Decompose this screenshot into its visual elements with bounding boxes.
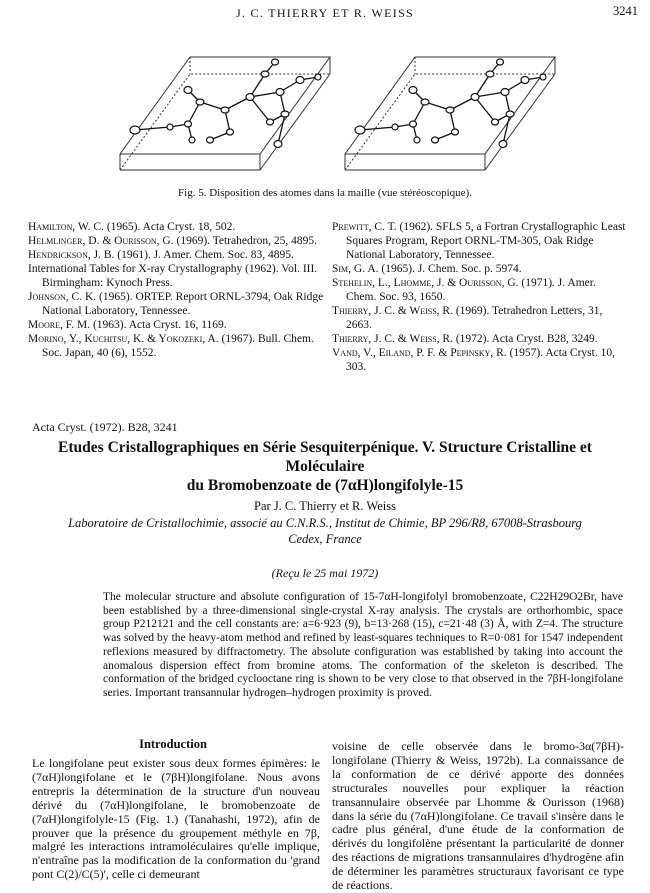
reference-item: Stehelin, L., Lhomme, J. & Ourisson, G. (1971). J. Amer. Chem. Soc. 93, 1650.: [332, 277, 596, 303]
reference-item: Thierry, J. C. & Weiss, R. (1969). Tetrahedron Letters, 31, 2663.: [332, 305, 603, 331]
author-affiliation: [20, 515, 630, 547]
stereo-figure: [100, 22, 570, 182]
reference-item: Thierry, J. C. & Weiss, R. (1972). Acta Cryst. B28, 3249.: [332, 333, 598, 345]
reference-item: International Tables for X-ray Crystallography (1962). Vol. III. Birmingham: Kynoch Press.: [28, 263, 318, 289]
abstract: The molecular structure and absolute configuration of 15-7αH-longifolyl bromobenzoate, C22H29O2Br, have been established by a three-dimensional single-crystal X-ray analysis. The crystals are orthorhombic, space group P212121 and the cell constants are: a=6·923 (9), b=13·268 (15), c=21·48 (3) Å, with Z=4. The structure was solved by the heavy-atom method and refined by least-squares techniques to R=0·081 for 1547 independent reflexions measured by diffractometry. The absolute configuration was established by taking into account the anomalous dispersion effect from bromine atoms. The conformation of the skeleton is described. The conformation of the bridged cyclooctane ring is shown to be very close to that observed in the 7βH-longifolane series. Important transannular hydrogen–hydrogen proximity is proved.: [103, 591, 623, 699]
page-number: 3241: [613, 4, 638, 18]
references-right-column: [332, 220, 628, 374]
article-title-line-1: Etudes Cristallographiques en Série Sesquiterpénique. V. Structure Cristalline et Moléculaire: [58, 439, 592, 475]
reference-item: Sim, G. A. (1965). J. Chem. Soc. p. 5974.: [332, 263, 522, 275]
reference-item: Vand, V., Eiland, P. F. & Pepinsky, R. (1957). Acta Cryst. 10, 303.: [332, 347, 615, 373]
reference-item: Johnson, C. K. (1965). ORTEP. Report ORNL-3794, Oak Ridge National Laboratory, Tennessee.: [28, 291, 324, 317]
figure-caption: Fig. 5. Disposition des atomes dans la maille (vue stéréoscopique).: [178, 187, 472, 199]
reference-item: Hamilton, W. C. (1965). Acta Cryst. 18, 502.: [28, 221, 236, 233]
article-title: [20, 438, 630, 495]
reference-item: Hendrickson, J. B. (1961). J. Amer. Chem. Soc. 83, 4895.: [28, 249, 294, 261]
article-title-line-2: du Bromobenzoate de (7αH)longifolyle-15: [186, 477, 464, 494]
intro-paragraph: Le longifolane peut exister sous deux formes épimères: le (7αH)longifolane et le (7βH)longifolane. Nous avons entrepris la détermination de la structure d'un nouveau dérivé du (7αH)longifolane, le bromobenzoate de (7αH)longifolyle-15 (Fig. 1.) (Tanahashi, 1972), afin de prouver que la présence du groupement méthyle en 7β, malgré les interactions intramoléculaires qu'elle implique, n'entraîne pas la modification de la conformation du 'grand pont C(2)/C(5)', celle ci demeurant: [32, 756, 320, 882]
received-date: (Reçu le 25 mai 1972): [271, 566, 379, 580]
body-text-right-column: [332, 740, 624, 893]
section-heading-introduction: Introduction: [139, 737, 207, 751]
intro-paragraph-continued: voisine de celle observée dans le bromo-3α(7βH)-longifolane (Thierry & Weiss, 1972b). La connaissance de la conformation de ce dérivé apporte des données structurales nouvelles pour expliquer la réaction transannulaire observée par Lhomme & Ourisson (1968) dans la série du (7αH)longifolane. Ce travail s'insère dans le cadre plus général, d'une étude de la conformation de dérivés du longifolène présentant la particularité de donner des réactions de migrations transannulaires d'hydrogène afin de déterminer les paramètres structuraux favorisant ce type de réactions.: [332, 739, 624, 893]
references-left-column: [28, 220, 324, 360]
stereo-view-right: [345, 57, 555, 170]
body-text-left-column: [32, 757, 320, 882]
article-byline: Par J. C. Thierry et R. Weiss: [254, 499, 396, 513]
reference-item: Prewitt, C. T. (1962). SFLS 5, a Fortran Crystallographic Least Squares Program, Report ORNL-TM-305, Oak Ridge National Laboratory, Tennessee.: [332, 221, 626, 261]
affiliation-line-1: Laboratoire de Cristallochimie, associé au C.N.R.S., Institut de Chimie, BP 296/R8, 67008-Strasbourg: [68, 516, 582, 530]
stereo-view-left: [120, 57, 330, 170]
running-header-authors: J. C. THIERRY ET R. WEISS: [235, 6, 415, 20]
affiliation-line-2: Cedex, France: [288, 532, 362, 546]
running-header: [0, 4, 650, 22]
reference-item: Helmlinger, D. & Ourisson, G. (1969). Tetrahedron, 25, 4895.: [28, 235, 317, 247]
reference-item: Moore, F. M. (1963). Acta Cryst. 16, 1169.: [28, 319, 227, 331]
journal-citation: Acta Cryst. (1972). B28, 3241: [32, 420, 178, 434]
reference-item: Morino, Y., Kuchitsu, K. & Yokozeki, A. (1967). Bull. Chem. Soc. Japan, 40 (6), 1552.: [28, 333, 314, 359]
